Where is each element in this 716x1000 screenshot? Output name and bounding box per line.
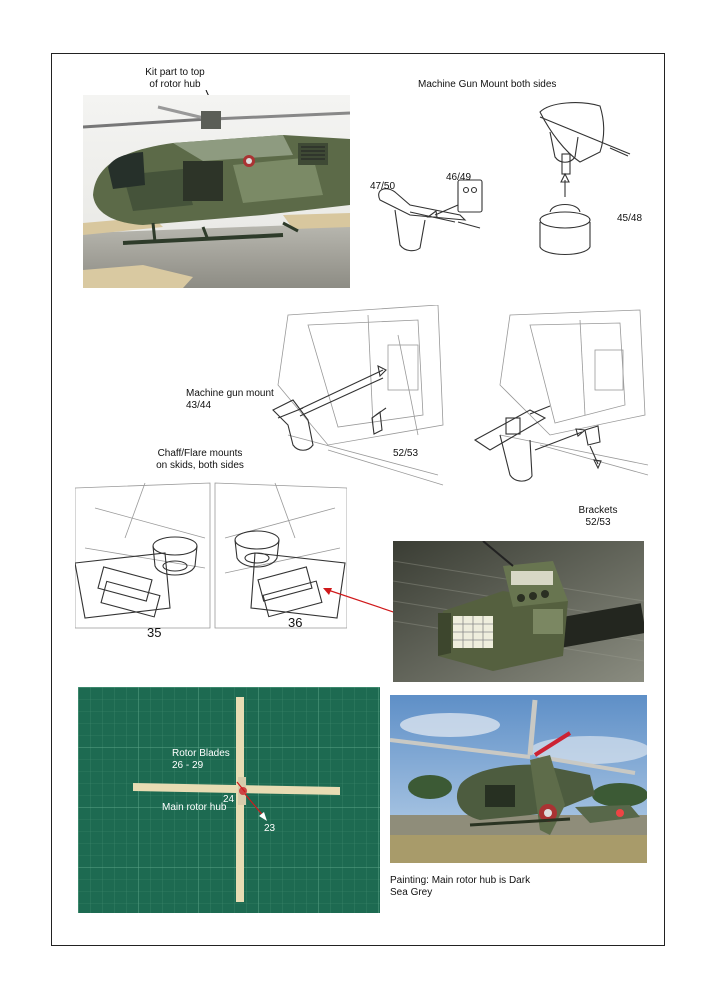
part-24-label: 24	[223, 794, 235, 805]
chaff-flare-label: Chaff/Flare mounts on skids, both sides	[156, 448, 244, 471]
part-36-label: 36	[288, 615, 303, 630]
mg-mount-both-sides-label: Machine Gun Mount both sides	[418, 79, 557, 90]
painting-note: Painting: Main rotor hub is Dark Sea Grey	[390, 875, 531, 898]
mg-assembly-drawing-right	[510, 92, 643, 262]
part-52-53-label: 52/53	[393, 448, 419, 459]
part-45-48-label: 45/48	[617, 213, 643, 224]
chaff-flare-drawings	[75, 478, 347, 638]
mg-assembly-drawing-left	[370, 160, 495, 260]
part-35-label: 35	[147, 625, 162, 640]
chaff-dispenser-photo	[393, 541, 644, 682]
real-helicopter-photo	[390, 695, 647, 863]
kit-part-hub-label: Kit part to top of rotor hub	[145, 67, 205, 90]
model-helicopter-photo	[83, 95, 350, 288]
part-23-label: 23	[264, 823, 276, 834]
main-rotor-hub-label: Main rotor hub	[162, 802, 227, 813]
mg-installed-drawing	[470, 380, 650, 490]
brackets-label: Brackets 52/53	[578, 505, 618, 528]
rotor-blades-label: Rotor Blades 26 - 29	[172, 748, 230, 771]
red-hub-pointer	[235, 780, 275, 825]
part-46-49-label: 46/49	[446, 172, 472, 183]
part-47-50-label: 47/50	[370, 181, 396, 192]
mg-mount-label: Machine gun mount 43/44	[186, 388, 274, 411]
mg-mount-drawing	[268, 360, 448, 460]
